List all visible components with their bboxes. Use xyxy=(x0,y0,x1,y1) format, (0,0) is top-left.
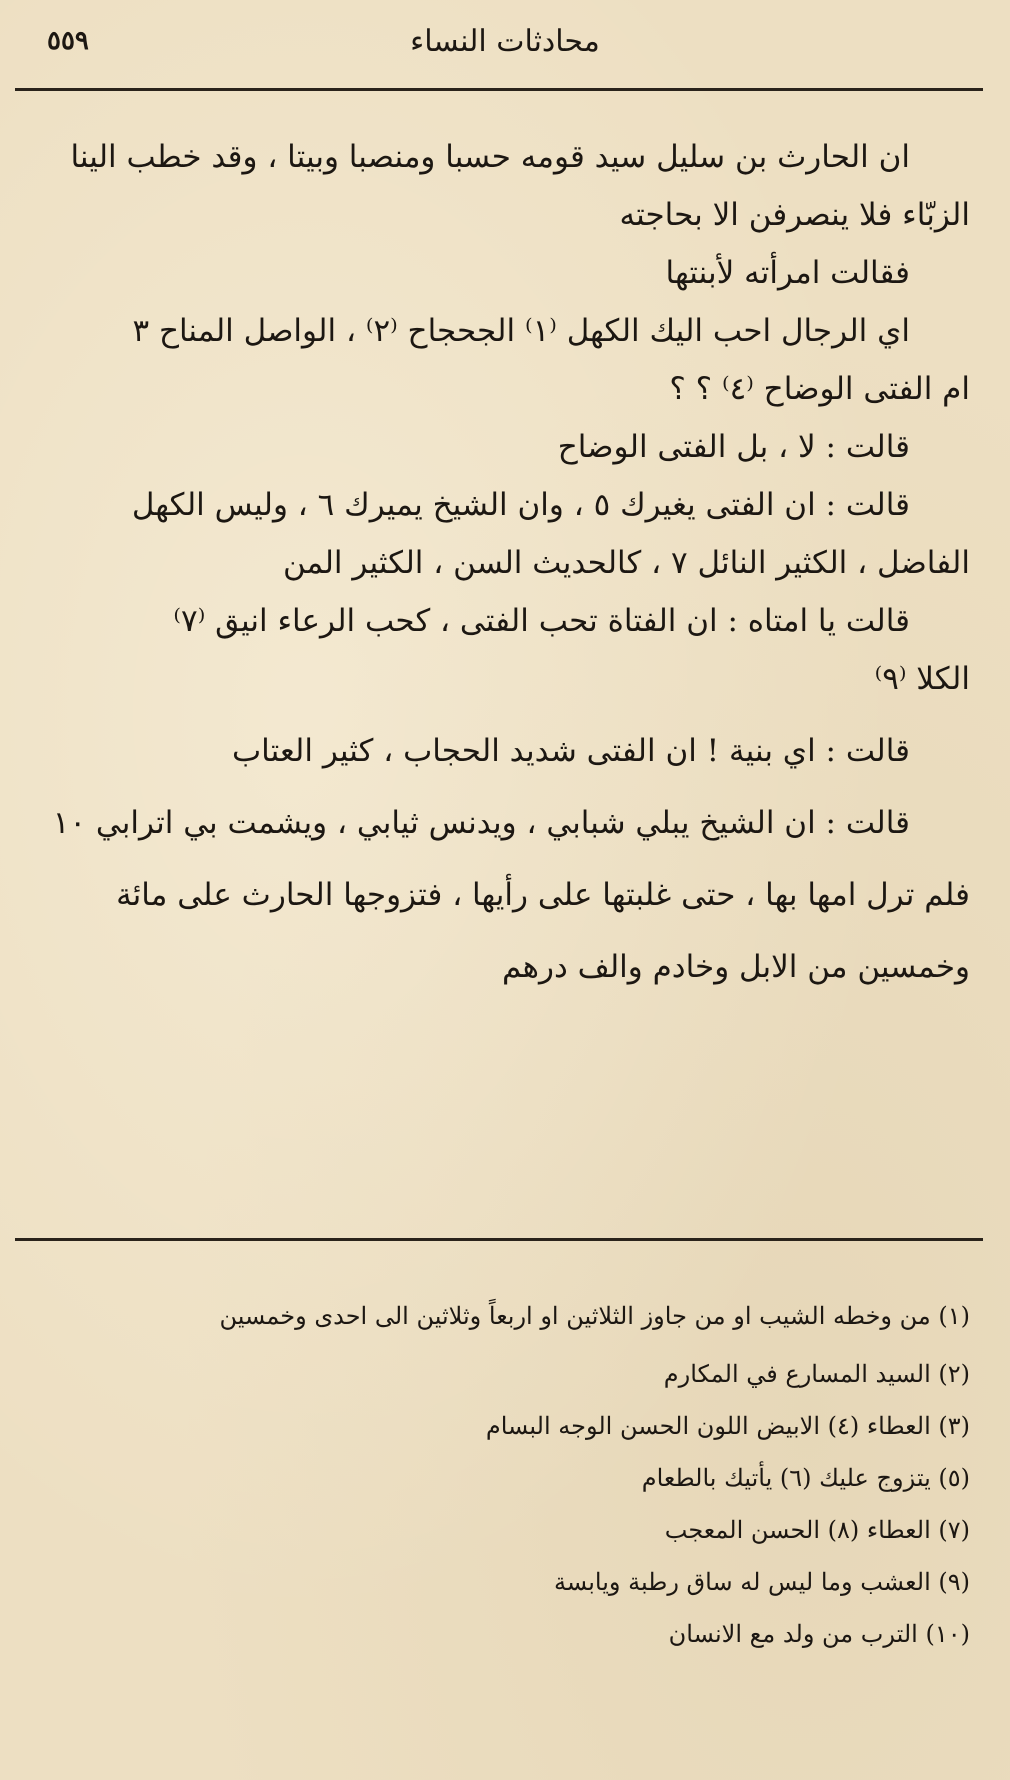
text-line: الكلا ⁽٩⁾ xyxy=(874,661,970,697)
main-text xyxy=(22,128,970,996)
text-line: الزبّاء فلا ينصرفن الا بحاجته xyxy=(619,197,970,233)
page-header xyxy=(25,18,985,68)
footnote: (٧) العطاء (٨) الحسن المعجب xyxy=(664,1516,970,1544)
footnote: (٣) العطاء (٤) الابيض اللون الحسن الوجه البسام xyxy=(485,1412,970,1440)
text-line: ان الحارث بن سليل سيد قومه حسبا ومنصبا وبيتا ، وقد خطب الينا xyxy=(70,139,910,175)
text-line: الفاضل ، الكثير النائل ٧ ، كالحديث السن ، الكثير المن xyxy=(282,545,970,581)
text-line: اي الرجال احب اليك الكهل ⁽١⁾ الجحجاح ⁽٢⁾ ، الواصل المناح ٣ xyxy=(132,313,910,349)
footnotes xyxy=(40,1290,970,1660)
text-line: قالت : ان الشيخ يبلي شبابي ، ويدنس ثيابي ، ويشمت بي اترابي ١٠ xyxy=(52,805,910,841)
page-number: ٥٥٩ xyxy=(47,26,89,56)
footnote: (١) من وخطه الشيب او من جاوز الثلاثين او اربعاً وثلاثين الى احدى وخمسين xyxy=(219,1302,970,1330)
text-line: قالت يا امتاه : ان الفتاة تحب الفتى ، كحب الرعاء انيق ⁽٧⁾ xyxy=(173,603,910,639)
text-line: فقالت امرأته لأبنتها xyxy=(665,255,910,291)
text-line: قالت : اي بنية ! ان الفتى شديد الحجاب ، كثير العتاب xyxy=(231,733,910,769)
footnote-separator-rule xyxy=(15,1238,983,1241)
text-line: ام الفتى الوضاح ⁽٤⁾ ؟ ؟ xyxy=(669,371,970,407)
footnote: (٢) السيد المسارع في المكارم xyxy=(663,1360,970,1388)
text-line: فلم ترل امها بها ، حتى غلبتها على رأيها ، فتزوجها الحارث على مائة xyxy=(116,877,970,913)
footnote: (٥) يتزوج عليك (٦) يأتيك بالطعام xyxy=(641,1464,970,1492)
header-rule xyxy=(15,88,983,91)
text-line: وخمسين من الابل وخادم والف درهم xyxy=(502,949,970,985)
text-line: قالت : ان الفتى يغيرك ٥ ، وان الشيخ يميرك ٦ ، وليس الكهل xyxy=(131,487,910,523)
footnote: (١٠) الترب من ولد مع الانسان xyxy=(668,1620,970,1648)
running-title: محادثات النساء xyxy=(410,24,600,59)
text-line: قالت : لا ، بل الفتى الوضاح xyxy=(557,429,910,465)
footnote: (٩) العشب وما ليس له ساق رطبة ويابسة xyxy=(553,1568,970,1596)
